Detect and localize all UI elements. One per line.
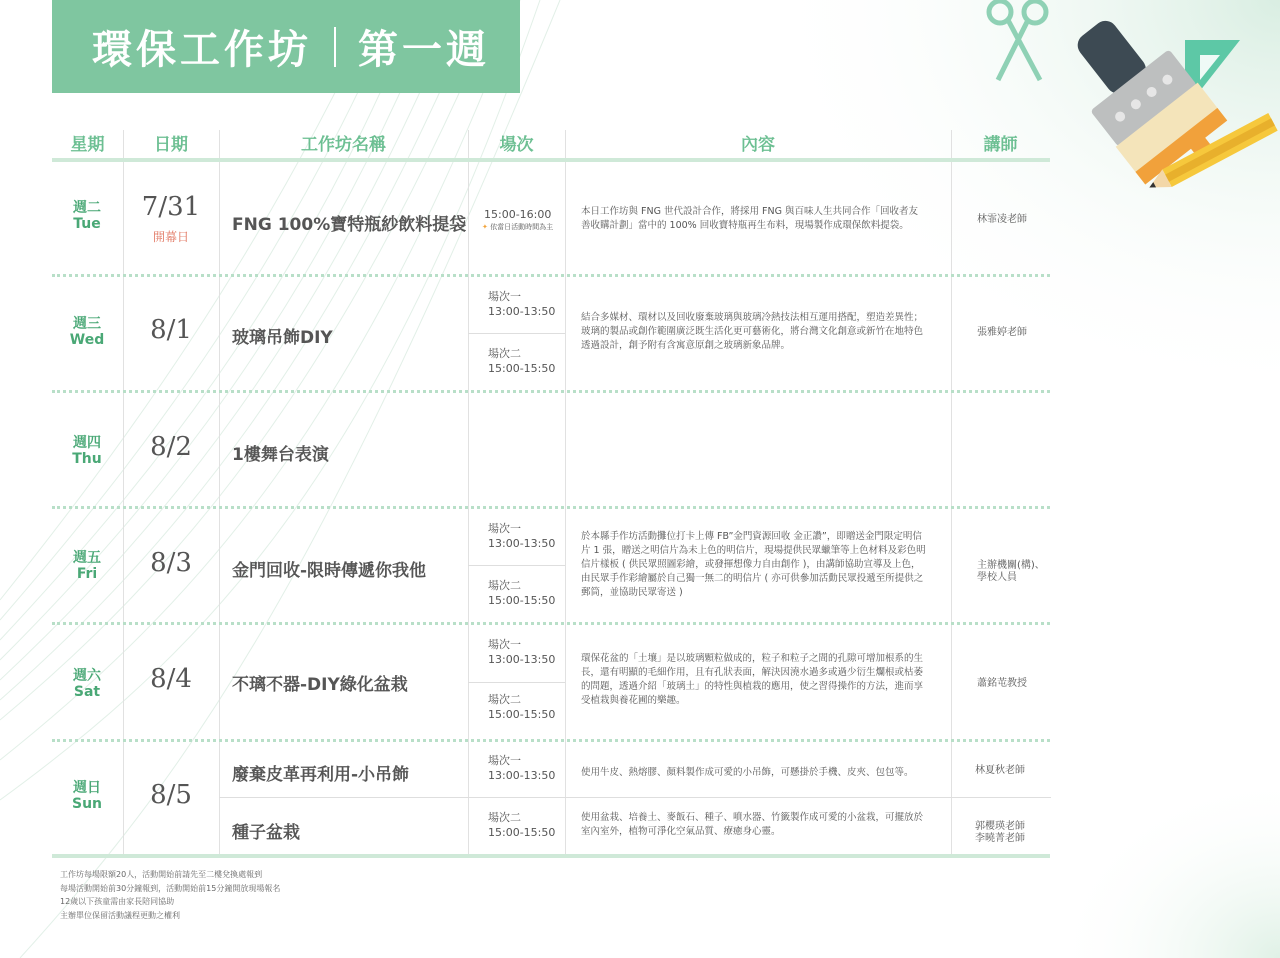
header-workshop-name: 工作坊名稱: [301, 135, 386, 155]
session-divider: [468, 565, 565, 566]
workshop-name: 不璃不器-DIY綠化盆栽: [232, 675, 408, 695]
teacher-name: 張雅婷老師: [977, 327, 1027, 338]
session-label: 場次二: [488, 693, 521, 706]
footer-note: 工作坊每場限額20人，活動開始前請先至二樓兌換處報到: [60, 870, 263, 879]
header-underline: [52, 158, 1050, 162]
workshop-content: 於本縣手作坊活動攤位打卡上傳 FB”金門資源回收 金正讚”，即贈送金門限定明信片 1 張，贈送之明信片為未上色的明信片，現場提供民眾蠟筆等上色材料及彩色明信片樣板 ( 供民眾照圖彩繪，或發揮想像力自由創作 )，由講師協助宣導及上色，由民眾手作彩繪屬於自己獨一無二的明信片 ( 亦可供參加活動民眾投遞至所提供之郵筒，並協助民眾寄送 ): [581, 531, 926, 598]
footer-note: 每場活動開始前30分鐘報到，活動開始前15分鐘開放現場報名: [60, 883, 281, 893]
workshop-content: 使用盆栽、培養土、麥飯石、種子、噴水器、竹籤製作成可愛的小盆栽，可擺放於室內室外，植物可淨化空氣品質、療癒身心靈。: [581, 812, 924, 837]
teacher-name: [977, 560, 1047, 584]
session-divider: [468, 682, 565, 683]
workshop-content: 使用牛皮、熱熔膠、顏料製作成可愛的小吊飾，可懸掛於手機、皮夾、包包等。: [581, 767, 914, 778]
session-note: [482, 222, 553, 232]
teacher-line: 學校人員: [977, 572, 1017, 583]
session-label: 場次一: [488, 522, 521, 535]
workshop-name: 金門回收-限時傳遞你我他: [232, 561, 427, 581]
header-date: 日期: [154, 135, 188, 155]
session-time: 13:00-13:50: [488, 305, 556, 318]
craft-tools-illustration: [980, 0, 1280, 200]
header-session: 場次: [499, 135, 534, 155]
day-zh: 週日: [73, 780, 101, 796]
session-note-text: 依當日活動時間為主: [490, 223, 554, 231]
page-title: [52, 0, 520, 93]
column-divider: [565, 130, 566, 858]
row-date: 8/2: [150, 432, 192, 462]
workshop-content: 本日工作坊與 FNG 世代設計合作，將採用 FNG 與百味人生共同合作「回收者友善收購計劃」當中的 100% 回收寶特瓶再生布料，現場製作成環保飲料提袋。: [581, 206, 918, 231]
session-divider: [219, 797, 1051, 798]
session-time: 15:00-15:50: [488, 826, 556, 839]
column-divider: [468, 130, 469, 858]
row-day: [52, 550, 122, 582]
header-day: 星期: [70, 135, 105, 155]
teacher-name: 林霏凌老師: [977, 214, 1027, 225]
teacher-line: 主辦機關(構)、: [977, 560, 1045, 571]
opening-day-tag: 開幕日: [152, 230, 189, 244]
session-label: 場次一: [488, 638, 521, 651]
teacher-name: 林夏秋老師: [975, 765, 1025, 776]
day-zh: 週四: [73, 435, 101, 451]
scissors-icon: [989, 1, 1046, 80]
row-separator: [52, 390, 1050, 393]
session-time: 13:00-13:50: [488, 653, 556, 666]
session-label: 場次二: [488, 811, 521, 824]
title-week: 第一週: [358, 27, 490, 73]
workshop-content: 結合多媒材、環材以及回收廢棄玻璃與玻璃冷熱技法相互運用搭配，塑造差異性；玻璃的製品或創作範圍廣泛既生活化更可藝術化，將台灣文化創意或新竹在地特色透過設計，創予附有含寓意原創之玻璃新象品牌。: [581, 312, 924, 351]
row-day: [52, 200, 122, 232]
row-separator: [52, 506, 1050, 509]
session-time: 13:00-13:50: [488, 537, 556, 550]
teacher-name: [975, 821, 1055, 845]
day-zh: 週六: [73, 668, 101, 684]
workshop-content: 環保花盆的「土壤」是以玻璃顆粒做成的，粒子和粒子之間的孔隙可增加根系的生長，還有明顯的毛細作用，且有孔狀表面，解決因澆水過多或過少衍生爛根或枯萎的問題，透過介紹「玻璃土」的特性與植栽的應用，使之習得操作的方法，進而享受植栽與養花圃的樂趣。: [581, 653, 924, 706]
teacher-line: 李曉菁老師: [975, 833, 1025, 844]
session-time: 15:00-15:50: [488, 708, 556, 721]
header-content: 內容: [741, 135, 775, 155]
row-day: [52, 316, 122, 348]
header-teacher: 講師: [983, 135, 1018, 155]
row-date: 7/31: [141, 192, 201, 222]
row-date: 8/5: [150, 780, 192, 810]
session-divider: [468, 333, 565, 334]
day-zh: 週五: [73, 550, 101, 566]
day-en: Tue: [73, 216, 101, 232]
session-2: [488, 810, 555, 840]
teacher-line: 郭櫻瑛老師: [975, 821, 1025, 832]
session-time: 13:00-13:50: [488, 769, 556, 782]
row-separator: [52, 739, 1050, 742]
session-1: [488, 753, 555, 783]
session-2: [488, 692, 555, 722]
session-1: [488, 289, 555, 319]
session-1: [488, 637, 555, 667]
session-label: 場次二: [488, 347, 521, 360]
day-en: Thu: [72, 451, 102, 467]
day-en: Sun: [71, 796, 103, 812]
footer-note: 主辦單位保留活動議程更動之權利: [60, 910, 180, 920]
row-date: 8/4: [150, 664, 192, 694]
workshop-name: 廢棄皮革再利用-小吊飾: [232, 765, 410, 785]
row-day: [52, 435, 122, 467]
session-label: 場次一: [488, 754, 521, 767]
session-2: [488, 346, 555, 376]
row-date: 8/1: [150, 315, 192, 345]
row-day: [52, 668, 122, 700]
row-separator: [52, 274, 1050, 277]
session-label: 場次二: [488, 579, 521, 592]
session-time: 15:00-15:50: [488, 594, 556, 607]
session-2: [488, 578, 555, 608]
row-separator: [52, 622, 1050, 625]
column-divider: [219, 130, 220, 858]
day-en: Sat: [73, 684, 101, 700]
workshop-name: 種子盆栽: [232, 823, 300, 843]
day-zh: 週三: [73, 316, 101, 332]
session-1: [488, 521, 555, 551]
row-date: 8/3: [150, 548, 192, 578]
paint-brush-icon: [1049, 0, 1239, 200]
workshop-name: 玻璃吊飾DIY: [232, 328, 333, 348]
row-day: [52, 780, 122, 812]
column-divider: [951, 130, 952, 858]
session-time: 15:00-16:00: [484, 208, 552, 221]
day-en: Fri: [76, 566, 98, 582]
teacher-name: 蕭銘芚教授: [977, 678, 1027, 689]
workshop-name: FNG 100%寶特瓶紗飲料提袋: [232, 215, 467, 235]
day-en: Wed: [69, 332, 105, 348]
footer-notes: [60, 868, 280, 922]
star-icon: ✦: [482, 223, 488, 231]
footer-note: 12歲以下孩童需由家長陪同協助: [60, 897, 175, 906]
day-zh: 週二: [73, 200, 101, 216]
session-time: 15:00-15:50: [488, 362, 556, 375]
workshop-name: 1樓舞台表演: [232, 445, 329, 465]
table-bottom-line: [52, 854, 1050, 858]
title-divider: [334, 27, 336, 67]
session-label: 場次一: [488, 290, 521, 303]
schedule-table: [52, 120, 1050, 860]
title-main: 環保工作坊: [92, 27, 312, 73]
